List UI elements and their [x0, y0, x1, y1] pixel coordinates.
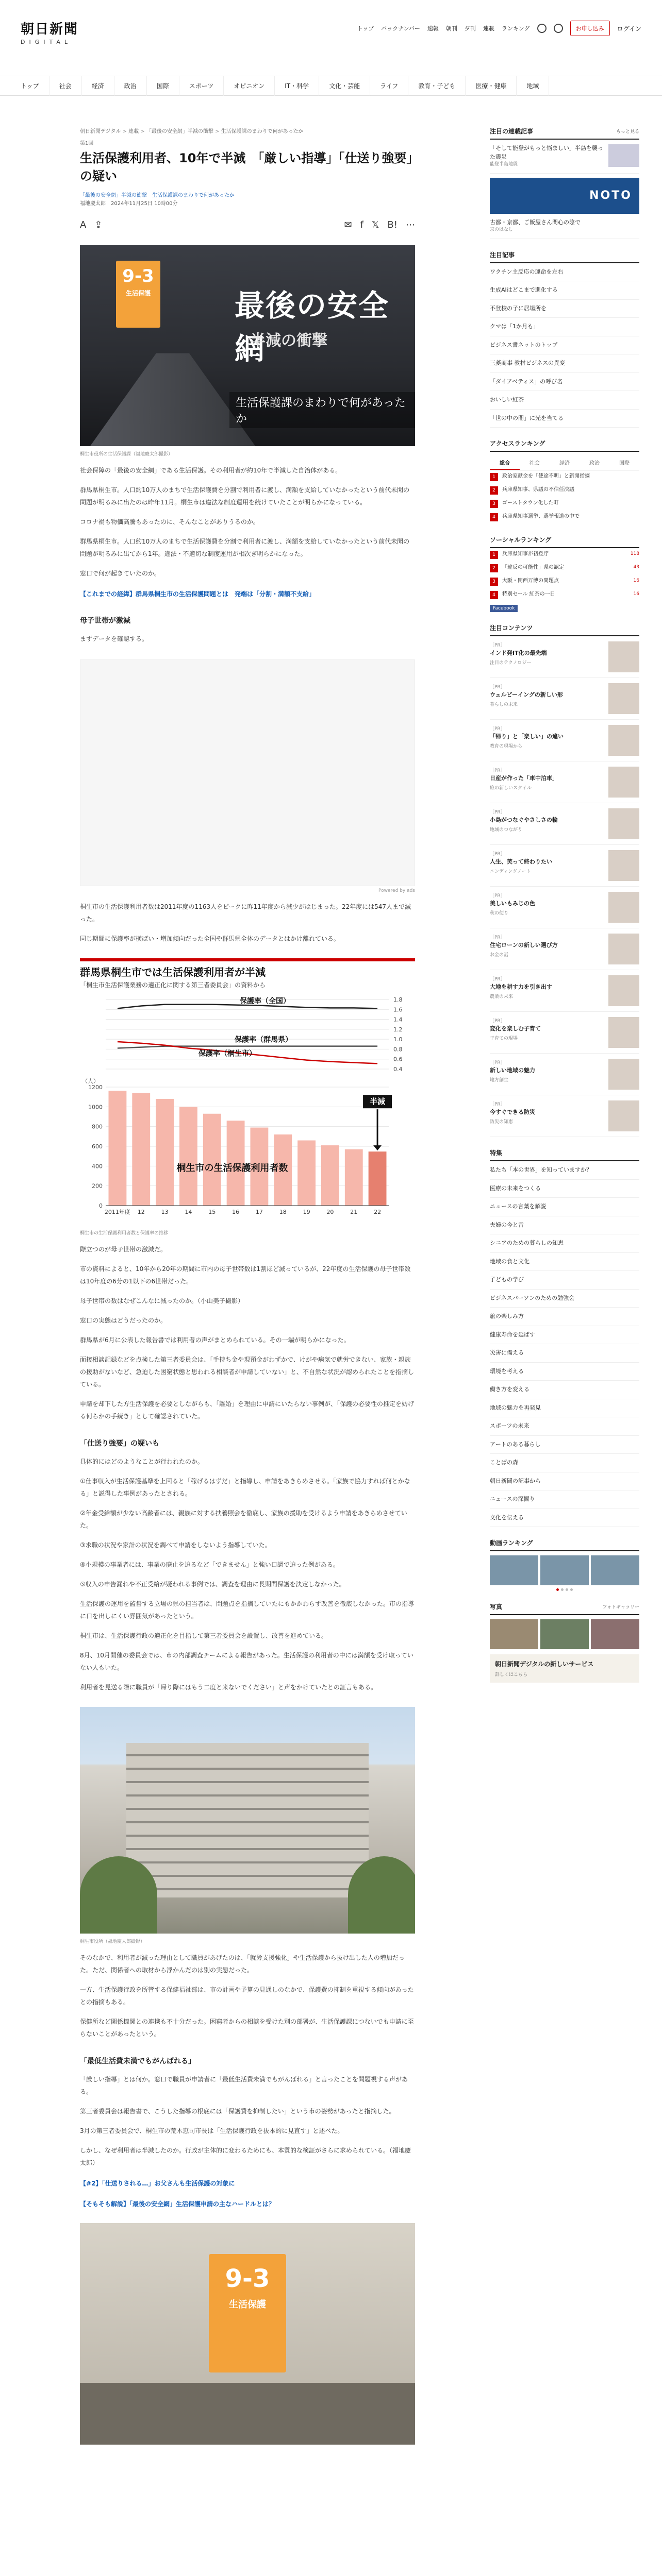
y2-tick-label: 0.6: [393, 1056, 403, 1063]
promo-title: 朝日新聞デジタルの新しいサービス: [495, 1660, 594, 1668]
bar: [321, 1145, 339, 1206]
card-sub: 防災の知恵: [490, 1119, 514, 1125]
news-item[interactable]: 三菱商事 教材ビジネスの異変: [490, 354, 639, 373]
paragraph: 群馬県桐生市。人口約10万人のまちで生活保護費を分割で利用者に渡し、満額を支給していなかったという前代未聞の問題が明るみに出てから1年。違法・不適切な制度運用が相次ぎ明らかになった。: [80, 537, 410, 557]
util-link[interactable]: 速報: [427, 25, 439, 32]
ranking-item[interactable]: 4 兵庫県知事選挙、選挙報道の中で: [490, 511, 639, 524]
content-card[interactable]: [490, 1095, 639, 1137]
bar: [156, 1099, 174, 1206]
hatena-icon[interactable]: B!: [387, 219, 398, 231]
section-heading: 「最低生活費未満でもがんばれる」: [80, 2057, 195, 2066]
special-item[interactable]: 働き方を変える: [490, 1381, 639, 1399]
ranking-item[interactable]: 2 兵庫県知事、県議の不信任決議: [490, 484, 639, 497]
card-sub: 地方創生: [490, 1077, 509, 1083]
special-item[interactable]: 朝日新聞の記事から: [490, 1472, 639, 1491]
x-tick-label: 18: [279, 1209, 287, 1216]
util-link[interactable]: ランキング: [501, 25, 530, 32]
x-tick-label: 15: [208, 1209, 216, 1216]
hero-caption: 桐生市役所の生活保護課（福地慶太郎撮影）: [80, 451, 173, 457]
sidebar-heading: 注目の連載記事 もっと見る: [490, 127, 639, 140]
sidebar-item[interactable]: [490, 140, 639, 174]
video-ranking: [490, 1538, 639, 1591]
rank-number: 4: [490, 513, 498, 521]
logo-sub: DIGITAL: [21, 39, 72, 45]
sidebar-heading: 注目コンテンツ: [490, 623, 639, 636]
paragraph: 第三者委員会は報告書で、こうした指導の根底には「保護費を抑制したい」という市の姿勢があったと指摘した。: [80, 2108, 395, 2115]
tab[interactable]: 政治: [589, 461, 600, 466]
hero-subtitle: 半減の衝撃: [250, 331, 327, 350]
related-link[interactable]: 【これまでの経緯】群馬県桐生市の生活保護問題とは 発端は「分割・満額不支給」: [80, 590, 316, 598]
sign-number: 9-3: [122, 265, 154, 286]
news-item[interactable]: おいしい紅茶: [490, 391, 639, 410]
x-tick-label: 16: [232, 1209, 240, 1216]
paragraph: まずデータを確認する。: [80, 635, 148, 643]
bar: [109, 1091, 127, 1206]
paragraph: 一方、生活保護行政を所管する保健福祉部は、市の計画や予算の見通しのなかで、保護費の抑制を重視する傾向があったとの指摘もある。: [80, 1986, 414, 2006]
tab[interactable]: 国際: [619, 461, 630, 466]
bar: [179, 1107, 197, 1206]
x-tick-label: 2011年度: [104, 1209, 130, 1216]
card-label: ［PR］: [490, 977, 505, 982]
nav-item[interactable]: トップ: [21, 76, 49, 96]
paragraph: 3月の第三者委員会で、桐生市の荒木恵司市長は「生活保護行政を抜本的に見直す」と述べた。: [80, 2127, 344, 2135]
card-sub: 子育ての現場: [490, 1036, 518, 1041]
building-graphic: [126, 1743, 369, 1897]
util-link[interactable]: 朝刊: [445, 25, 457, 32]
hero-title: 最後の安全網: [235, 287, 390, 366]
content-card[interactable]: [490, 970, 639, 1012]
card-sub: 地域のつながり: [490, 827, 523, 833]
ad-slot[interactable]: [80, 659, 415, 886]
more-link[interactable]: フォトギャラリー: [602, 1605, 639, 1610]
site-logo[interactable]: [21, 19, 86, 45]
nav-item[interactable]: スポーツ: [179, 76, 224, 96]
sidebar-heading: ソーシャルランキング: [490, 535, 639, 548]
paragraph: コロナ禍も物価高騰もあったのに、そんなことがありうるのか。: [80, 518, 259, 526]
series-label: 保護率（群馬県）: [235, 1036, 292, 1044]
util-link[interactable]: 連載: [483, 25, 494, 32]
card-image: [608, 808, 639, 839]
card-image: [608, 1059, 639, 1090]
content-card[interactable]: [490, 761, 639, 803]
paragraph: 窓口で何が起きていたのか。: [80, 569, 161, 577]
card-sub: 農業の未来: [490, 994, 514, 999]
card-title: 変化を楽しむ子育て: [490, 1025, 541, 1032]
news-item[interactable]: 「ダイアベティス」の呼び名: [490, 373, 639, 392]
paragraph: ④小規模の事業者には、事業の廃止を迫るなど「できません」と強い口調で迫った例がある。: [80, 1561, 339, 1569]
card-title: 小島がつなぐやさしさの輪: [490, 817, 558, 823]
related-link[interactable]: 【そもそも解説】「最後の安全網」生活保護申請の主なハードルとは？: [80, 2200, 275, 2208]
card-title: 美しいもみじの色: [490, 900, 535, 907]
tab[interactable]: 社会: [529, 461, 540, 466]
card-title: インド発IT化の最先端: [490, 650, 547, 656]
card-image: [608, 850, 639, 881]
ranking-item[interactable]: 3 大阪・関西万博の問題点 16: [490, 575, 639, 588]
y-tick-label: 1200: [88, 1084, 103, 1091]
card-sub: 暮らしの未来: [490, 702, 518, 707]
paragraph: 桐生市の生活保護利用者数は2011年度の1163人をピークに昨11年度から減少がはじまった。22年度には547人まで減った。: [80, 903, 411, 923]
nav-item[interactable]: 医療・健康: [466, 76, 517, 96]
sidebar-item-sub: 能登半島地震: [490, 162, 518, 167]
logo-text: 朝日新聞: [21, 22, 79, 37]
utility-nav: [357, 21, 641, 36]
card-title: 今すぐできる防災: [490, 1109, 535, 1115]
x-tick-label: 13: [161, 1209, 169, 1216]
y-tick-label: 400: [92, 1163, 103, 1170]
series-tag[interactable]: 「最後の安全網」半減の衝撃 生活保護課のまわりで何があったか: [80, 192, 235, 198]
login-button[interactable]: ログイン: [617, 25, 641, 32]
chart-caption: 桐生市の生活保護利用者数と保護率の推移: [80, 1231, 169, 1236]
paragraph: 同じ期間に保護率が横ばい・増加傾向だった全国や群馬県全体のデータとはかけ離れている。: [80, 935, 340, 943]
breadcrumb-item[interactable]: > 連載: [123, 129, 139, 134]
tree-graphic: [80, 1856, 157, 1934]
ranking-item[interactable]: 3 ゴーストタウン化した町: [490, 497, 639, 511]
paragraph: 群馬県が6月に公表した報告書では利用者の声がまとめられている。その一端が明らかになった。: [80, 1336, 350, 1344]
card-label: ［PR］: [490, 1102, 505, 1107]
article-title: 生活保護利用者、10年で半減 「厳しい指導」「仕送り強要」の疑い: [80, 151, 413, 183]
bar: [132, 1093, 150, 1206]
special-item[interactable]: 地域の魅力を再発見: [490, 1399, 639, 1418]
rank-number: 2: [490, 486, 498, 495]
video-thumbs[interactable]: [490, 1555, 639, 1585]
focus-contents: [490, 623, 639, 1137]
special-item[interactable]: ニュースの言葉を解説: [490, 1198, 639, 1216]
content-card[interactable]: [490, 803, 639, 845]
nav-item[interactable]: 国際: [147, 76, 179, 96]
special-item[interactable]: 夫婦の今と昔: [490, 1216, 639, 1235]
paragraph: ①仕事収入が生活保護基準を上回ると「稼げるはずだ」と指導し、申請をあきらめさせる。「家族で協力すれば何とかなる」と説得した事例があったとされる。: [80, 1478, 410, 1498]
counter-graphic: [80, 2383, 415, 2445]
card-image: [608, 1100, 639, 1131]
chart-svg: [80, 958, 415, 1226]
special-item[interactable]: ニュースの深掘り: [490, 1490, 639, 1509]
sign-number: 9-3: [225, 2264, 270, 2294]
ranking-item[interactable]: 4 特別セール 紅茶の一日 16: [490, 588, 639, 602]
series-label: 保護率（全国）: [240, 997, 290, 1006]
byline: 福地慶太郎 2024年11月25日 10時00分: [80, 200, 178, 207]
site-header: [0, 0, 662, 76]
paragraph: 申請を却下した方生活保護を必要としながらも、「離婚」を理由に申請にいたらない事例が、「保護の必要性の推定を妨げる何らかの手続き」として確認されていた。: [80, 1400, 415, 1420]
subscribe-button[interactable]: お申し込み: [570, 21, 610, 36]
hero-strap: 生活保護課のまわりで何があったか: [229, 392, 415, 428]
y2-tick-label: 1.4: [393, 1016, 403, 1023]
bar-series-label: 桐生市の生活保護利用者数: [176, 1163, 288, 1174]
y2-tick-label: 1.6: [393, 1006, 403, 1013]
card-label: ［PR］: [490, 935, 505, 940]
sidebar-item[interactable]: [490, 214, 639, 239]
card-image: [608, 975, 639, 1006]
article-meta: [80, 192, 415, 208]
more-icon[interactable]: ⋯: [406, 219, 415, 231]
special-item[interactable]: 災害に備える: [490, 1344, 639, 1363]
special-item[interactable]: ビジネスパーソンのための勉強会: [490, 1290, 639, 1308]
breadcrumb-item[interactable]: > 生活保護課のまわりで何があったか: [215, 129, 303, 134]
news-item[interactable]: 生成AIはどこまで進化する: [490, 281, 639, 300]
ranking-tabs: [490, 456, 639, 470]
series-label: 保護率（桐生市）: [198, 1049, 256, 1058]
card-label: ［PR］: [490, 643, 505, 648]
paragraph: 「厳しい指導」とは何か。窓口で職員が申請者に「最低生活費未満でもがんばれる」と言ったことを問題視する声がある。: [80, 2076, 408, 2096]
card-title: 大地を耕す力を引き出す: [490, 984, 552, 990]
sign-label: 生活保護: [229, 2299, 266, 2311]
special-item[interactable]: シニアのための暮らしの知恵: [490, 1234, 639, 1253]
y-tick-label: 600: [92, 1143, 103, 1150]
thumbnail: [608, 144, 639, 167]
news-item[interactable]: ビジネス書ネットのトップ: [490, 336, 639, 355]
x-tick-label: 17: [255, 1209, 263, 1216]
ad-label: Powered by ads: [378, 888, 415, 894]
x-tick-label: 22: [374, 1209, 382, 1216]
card-title: 新しい地域の魅力: [490, 1067, 535, 1074]
series-number: 第1回: [80, 141, 94, 146]
nav-item[interactable]: ライフ: [370, 76, 408, 96]
nav-item[interactable]: 地域: [517, 76, 549, 96]
sidebar-item-title: 「そして能登がもっと悩ましい」半島を襲った震災: [490, 145, 603, 160]
content-card[interactable]: [490, 636, 639, 678]
paragraph: 生活保護の運用を監督する立場の県の担当者は、問題点を指摘していたにもかかわらず改善を徹底しなかった。市の指導に口を出しにくい雰囲気があったという。: [80, 1600, 415, 1620]
office-sign: [209, 2254, 286, 2372]
paragraph: 面接相談記録などを点検した第三者委員会は、「手持ち金や現預金がわずかで、けがや病気で就労できない、家族・親族の援助がないなど、急迫した困窮状態と思われる相談者が申請していない」と、不自然な状況が認められたことを指摘している。: [80, 1356, 415, 1388]
card-title: 人生、笑って終わりたい: [490, 858, 552, 865]
facebook-badge[interactable]: Facebook: [490, 605, 518, 612]
paragraph: そのなかで、利用者が減った理由として職員があげたのは、「就労支援強化」や生活保護から抜け出した人の増加だった。ただ、関係者への取材から浮かんだのは別の実態だった。: [80, 1954, 405, 1974]
paragraph: 群馬県桐生市。人口約10万人のまちで生活保護費を分割で利用者に渡し、満額を支給していなかったという前代未聞の問題が明るみに出たのは昨年11月。桐生市は違法な制度運用を続けていたことが明らかになっている。: [80, 486, 410, 506]
paragraph: しかし、なぜ利用者は半減したのか。行政が主体的に変わるためにも、本質的な検証がさらに求められている。（福地慶太郎）: [80, 2147, 411, 2167]
card-title: 日産が作った「車中泊車」: [490, 775, 558, 782]
card-sub: お金の話: [490, 952, 509, 958]
card-image: [608, 641, 639, 672]
content-card[interactable]: [490, 678, 639, 720]
card-title: ウェルビーイングの新しい形: [490, 691, 563, 698]
bar-chart: [80, 958, 415, 1226]
util-link[interactable]: トップ: [357, 25, 374, 32]
card-image: [608, 767, 639, 798]
paragraph: 具体的にはどのようなことが行われたのか。: [80, 1458, 204, 1466]
card-label: ［PR］: [490, 1019, 505, 1024]
sidebar-heading: 特集: [490, 1148, 639, 1161]
card-label: ［PR］: [490, 726, 505, 732]
card-title: 「帰り」と「楽しい」の違い: [490, 733, 564, 740]
facebook-icon[interactable]: f: [360, 219, 363, 231]
highlight-label: 半減: [370, 1097, 386, 1107]
news-list: [490, 250, 639, 428]
paragraph: 市の資料によると、10年から20年の期間に市内の母子世帯数は1割ほど減っているが、22年度の生活保護の母子世帯数は10年度の6分の1以下の6世帯だった。: [80, 1265, 411, 1285]
x-icon[interactable]: 𝕏: [371, 219, 379, 231]
sidebar-heading: 動画ランキング: [490, 1538, 639, 1551]
util-link[interactable]: 夕刊: [464, 25, 476, 32]
nav-item[interactable]: 社会: [49, 76, 82, 96]
global-nav: [0, 76, 662, 96]
x-tick-label: 19: [303, 1209, 310, 1216]
y2-tick-label: 0.8: [393, 1046, 403, 1053]
y-tick-label: 200: [92, 1182, 103, 1190]
card-sub: 教育の現場から: [490, 743, 523, 749]
font-size-icon[interactable]: A: [80, 219, 87, 231]
paragraph: ⑤収入の申告漏れや不正受給が疑われる事例では、調査を理由に長期間保護を決定しなかった。: [80, 1581, 345, 1588]
special-item[interactable]: 私たち「本の世界」を知っていますか？: [490, 1161, 639, 1180]
bar: [203, 1114, 221, 1206]
special-item[interactable]: スポーツの未来: [490, 1417, 639, 1436]
photo-caption: 桐生市役所（福地慶太郎撮影）: [80, 1939, 145, 1945]
noto-banner[interactable]: NOTO: [490, 178, 639, 214]
card-title: 住宅ローンの新しい選び方: [490, 942, 558, 948]
content-card[interactable]: [490, 845, 639, 887]
breadcrumb-item[interactable]: 朝日新聞デジタル: [80, 129, 121, 134]
photo-thumbs[interactable]: [490, 1619, 639, 1649]
paragraph: ②年金受給額が少ない高齢者には、親族に対する扶養照会を徹底し、家族の援助を受けるよう申請をあきらめさせていた。: [80, 1510, 407, 1530]
special-list: [490, 1148, 639, 1527]
nav-item[interactable]: 教育・子ども: [408, 76, 466, 96]
special-item[interactable]: 地域の食と文化: [490, 1253, 639, 1272]
ranking-item[interactable]: 1 兵庫県知事が初登庁 118: [490, 548, 639, 562]
sign-label: 生活保護: [125, 289, 151, 297]
y2-tick-label: 1.0: [393, 1036, 403, 1043]
card-label: ［PR］: [490, 685, 505, 690]
paragraph: 社会保障の「最後の安全網」である生活保護。その利用者が約10年で半減した自治体がある。: [80, 466, 342, 474]
news-item[interactable]: 「世の中の闇」に光を当てる: [490, 410, 639, 428]
mail-icon[interactable]: ✉: [344, 219, 352, 231]
y2-tick-label: 1.2: [393, 1026, 403, 1033]
news-item[interactable]: 不登校の子に居場所を: [490, 300, 639, 318]
x-tick-label: 20: [326, 1209, 334, 1216]
paragraph: 母子世帯の数はなぜこんなに減ったのか。（小山美子撮影）: [80, 1297, 244, 1305]
chart-title: 群馬県桐生市では生活保護利用者が半減: [80, 966, 266, 979]
special-item[interactable]: 文化を伝える: [490, 1509, 639, 1528]
card-sub: 注目のテクノロジー: [490, 660, 532, 666]
more-link[interactable]: もっと見る: [616, 129, 639, 134]
hero-image: [80, 245, 415, 446]
special-item[interactable]: ことばの森: [490, 1454, 639, 1472]
content-card[interactable]: [490, 1054, 639, 1095]
special-item[interactable]: 健康寿命を延ばす: [490, 1326, 639, 1345]
sidebar-item-title: 古都・京都、ご飯屋さん関心の陰で: [490, 218, 581, 226]
paragraph: 窓口の実態はどうだったのか。: [80, 1317, 167, 1325]
special-item[interactable]: 子どもの学び: [490, 1271, 639, 1290]
special-item[interactable]: 医療の未来をつくる: [490, 1180, 639, 1198]
bar: [345, 1149, 363, 1206]
rank-number: 1: [490, 473, 498, 481]
card-image: [608, 934, 639, 964]
photo-gallery: [490, 1602, 639, 1683]
nav-item[interactable]: 政治: [114, 76, 147, 96]
tree-graphic: [348, 1856, 415, 1934]
y-tick-label: 800: [92, 1123, 103, 1130]
paragraph: 8月、10月開催の委員会では、市の内部調査チームによる報告があった。生活保護の利用者の中には満額を受け取っていない人もいた。: [80, 1652, 413, 1672]
special-item[interactable]: 環境を考える: [490, 1363, 639, 1381]
article: [80, 96, 415, 2445]
city-hall-photo: [80, 1707, 415, 1934]
search-icon[interactable]: [537, 24, 547, 33]
sidebar-heading: 注目記事: [490, 250, 639, 263]
y2-tick-label: 0.4: [393, 1066, 403, 1073]
card-label: ［PR］: [490, 852, 505, 857]
news-item[interactable]: ワクチン主反応の運命を左右: [490, 263, 639, 282]
bar: [297, 1141, 316, 1206]
office-photo: [80, 2223, 415, 2445]
content-card[interactable]: [490, 1012, 639, 1054]
content-card[interactable]: [490, 720, 639, 761]
x-tick-label: 21: [350, 1209, 358, 1216]
y-tick-label: 0: [99, 1202, 103, 1210]
related-link[interactable]: 【#2】「仕送りされる…」お父さんも生活保護の対象に: [80, 2180, 235, 2188]
y2-tick-label: 1.8: [393, 996, 403, 1004]
card-label: ［PR］: [490, 810, 505, 815]
tab[interactable]: 経済: [559, 461, 570, 466]
card-image: [608, 892, 639, 923]
content-card[interactable]: [490, 928, 639, 970]
card-sub: エンディングノート: [490, 869, 531, 874]
section-heading: 「仕送り強要」の疑いも: [80, 1439, 159, 1448]
paragraph: 際立つのが母子世帯の激減だ。: [80, 1246, 167, 1253]
rank-number: 3: [490, 500, 498, 508]
share-icon[interactable]: ⇪: [94, 219, 103, 231]
y-tick-label: 1000: [88, 1104, 103, 1111]
nav-item[interactable]: 経済: [82, 76, 114, 96]
promo-box[interactable]: [490, 1654, 639, 1683]
card-image: [608, 683, 639, 714]
paragraph: ③求職の状況や家計の状況を調べて申請をしないよう指導していた。: [80, 1541, 271, 1549]
ranking-item[interactable]: 2 「違反の可能性」県の認定 43: [490, 562, 639, 575]
card-image: [608, 725, 639, 756]
content-card[interactable]: [490, 887, 639, 928]
featured-series: [490, 127, 639, 239]
user-icon[interactable]: [554, 24, 563, 33]
special-item[interactable]: アートのある暮らし: [490, 1436, 639, 1454]
nav-item[interactable]: オピニオン: [224, 76, 275, 96]
card-label: ［PR］: [490, 1060, 505, 1065]
chart-subtitle: 「桐生市生活保護業務の適正化に関する第三者委員会」の資料から: [80, 981, 266, 989]
card-label: ［PR］: [490, 893, 505, 899]
sidebar-heading: アクセスランキング: [490, 439, 639, 452]
breadcrumb-item[interactable]: > 「最後の安全網」半減の衝撃: [140, 129, 213, 134]
article-body: [80, 464, 415, 2445]
card-sub: 秋の便り: [490, 910, 509, 916]
card-sub: 旅の新しいスタイル: [490, 785, 532, 791]
breadcrumb: [80, 96, 415, 134]
paragraph: 保健所など関係機関との連携も不十分だった。困窮者からの相談を受けた別の部署が、生活保護課につないでも申請に至らないことがあったという。: [80, 2018, 414, 2038]
section-heading: 母子世帯が激減: [80, 617, 130, 625]
nav-item[interactable]: 文化・芸能: [319, 76, 370, 96]
sidebar-item-sub: 京のはなし: [490, 227, 514, 232]
highlight-arrowhead: [373, 1145, 382, 1150]
special-item[interactable]: 旅の楽しみ方: [490, 1308, 639, 1326]
access-ranking: [490, 439, 639, 524]
sidebar-heading: 写真 フォトギャラリー: [490, 1602, 639, 1615]
social-ranking: [490, 535, 639, 612]
series-line: [118, 1046, 377, 1048]
tab[interactable]: 総合: [490, 456, 520, 470]
chart-top-rule: [80, 958, 415, 961]
x-tick-label: 12: [137, 1209, 145, 1216]
bar: [369, 1151, 387, 1206]
sidebar: [490, 96, 639, 1683]
office-sign: [116, 261, 160, 328]
news-item[interactable]: クマは「1か月も」: [490, 318, 639, 336]
carousel-dots[interactable]: [490, 1588, 639, 1591]
card-label: ［PR］: [490, 768, 505, 773]
nav-item[interactable]: IT・科学: [275, 76, 319, 96]
card-image: [608, 1017, 639, 1048]
share-bar: [80, 217, 415, 233]
paragraph: 桐生市は、生活保護行政の適正化を目指して第三者委員会を設置し、改善を進めている。: [80, 1632, 328, 1640]
x-tick-label: 14: [185, 1209, 192, 1216]
ranking-item[interactable]: 1 政治家献金を「使途不明」と新聞指摘: [490, 470, 639, 484]
y-axis-label: （人）: [82, 1078, 99, 1085]
util-link[interactable]: バックナンバー: [381, 25, 420, 32]
paragraph: 利用者を見送る際に職員が「帰り際にはもう二度と来ないでください」と声をかけていたとの証言もある。: [80, 1684, 377, 1691]
promo-sub: 詳しくはこちら: [495, 1672, 528, 1677]
